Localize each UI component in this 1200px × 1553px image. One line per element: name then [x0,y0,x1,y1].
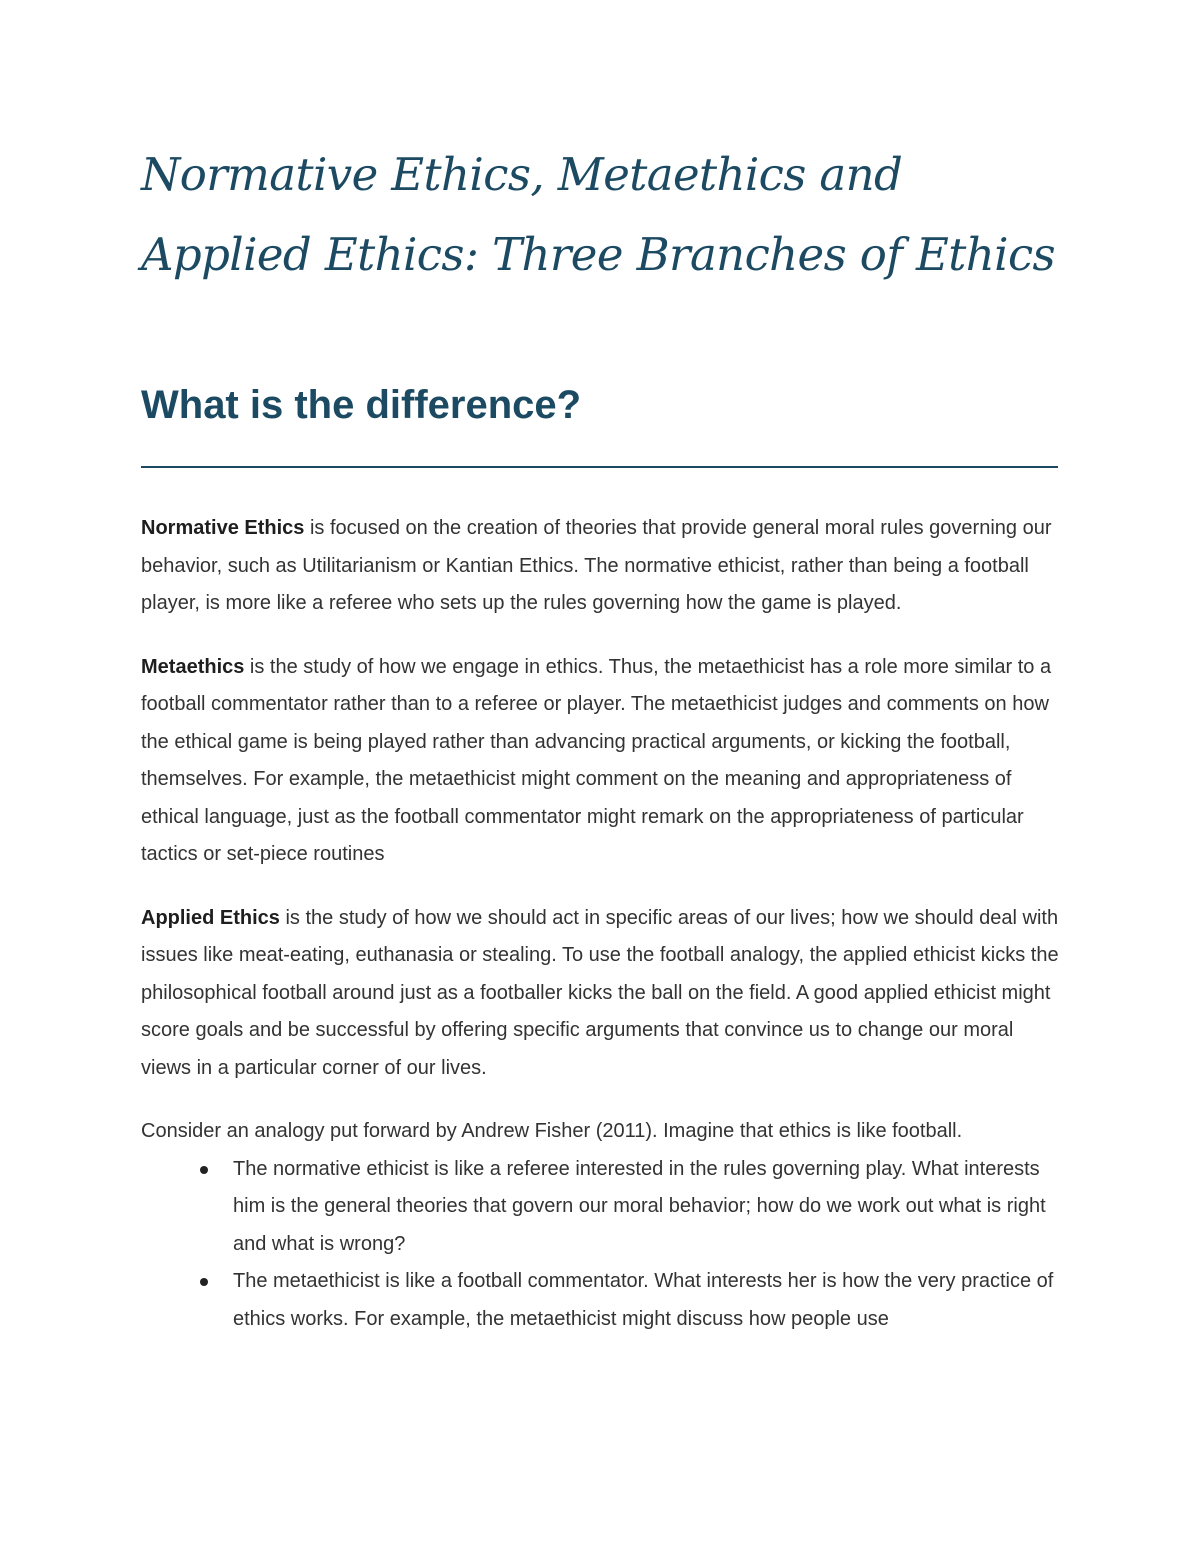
document-content [141,135,1059,1338]
list-item-text: The normative ethicist is like a referee interested in the rules governing play. What interests him is the general theories that govern our moral behavior; how do we work out what is right and what is wrong? [233,1157,1046,1255]
bullet-icon [200,1278,208,1286]
analogy-bullet-list [141,1151,1059,1339]
document-title: Normative Ethics, Metaethics and Applied Ethics: Three Branches of Ethics [141,148,1056,281]
paragraph-normative-ethics [141,510,1059,623]
paragraph-applied-ethics [141,900,1059,1088]
paragraph-metaethics [141,649,1059,874]
term-metaethics: Metaethics [141,655,245,678]
list-item-text: The metaethicist is like a football commentator. What interests her is how the very practice of ethics works. For example, the metaethicist might discuss how people use [233,1270,1054,1330]
paragraph-applied-ethics-text: is the study of how we should act in specific areas of our lives; how we should deal with issues like meat-eating, euthanasia or stealing. To use the football analogy, the applied ethicist kicks the philosophical football around just as a footballer kicks the ball on the field. A good applied ethicist might score goals and be successful by offering specific arguments that convince us to change our moral views in a particular corner of our lives. [141,906,1059,1079]
list-item [141,1263,1059,1338]
paragraph-normative-ethics-text: is focused on the creation of theories that provide general moral rules governing our behavior, such as Utilitarianism or Kantian Ethics. The normative ethicist, rather than being a football player, is more like a referee who sets up the rules governing how the game is played. [141,517,1052,614]
term-normative-ethics: Normative Ethics [141,517,305,539]
analogy-intro: Consider an analogy put forward by Andrew Fisher (2011). Imagine that ethics is like football. [141,1120,963,1142]
paragraph-metaethics-text: is the study of how we engage in ethics. Thus, the metaethicist has a role more similar to a football commentator rather than to a referee or player. The metaethicist judges and comments on how the ethical game is being played rather than advancing practical arguments, or kicking the football, themselves. For example, the metaethicist might comment on the meaning and appropriateness of ethical language, just as the football commentator might remark on the appropriateness of particular tactics or set-piece routines [141,655,1052,865]
heading-divider [141,466,1058,468]
term-applied-ethics: Applied Ethics [141,906,280,929]
list-item [141,1151,1059,1264]
section-heading: What is the difference? [141,383,582,427]
bullet-icon [200,1166,208,1174]
